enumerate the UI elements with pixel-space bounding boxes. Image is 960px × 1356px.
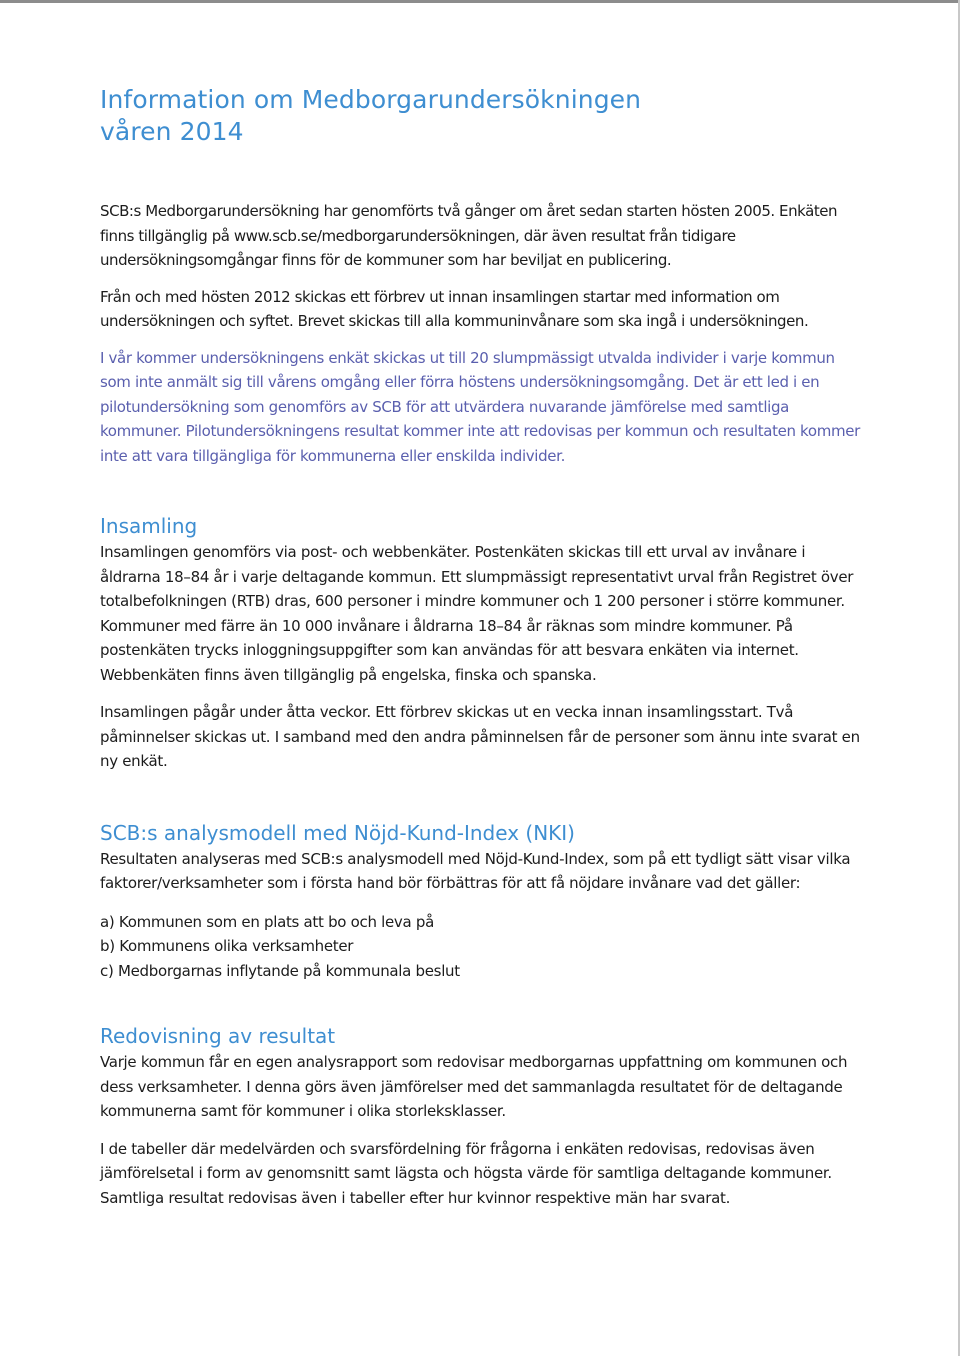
scan-edge-top bbox=[0, 0, 960, 3]
page-title bbox=[100, 84, 860, 148]
intro-block bbox=[100, 199, 860, 334]
nki-factor-list bbox=[100, 910, 860, 984]
page-content bbox=[100, 84, 860, 1210]
intro-paragraph: SCB:s Medborgarundersökning har genomförts två gånger om året sedan starten hösten 2005. Enkäten finns tillgänglig på www.scb.se/medborgarundersökningen, där även resultat från tidigare undersökningsomgångar finns för de kommuner som har beviljat en publicering. bbox=[100, 202, 838, 269]
section-analys bbox=[100, 820, 860, 984]
section-paragraph: I de tabeller där medelvärden och svarsfördelning för frågorna i enkäten redovisas, redovisas även jämförelsetal i form av genomsnitt samt lägsta och högsta värde för samtliga deltagande kommuner. Samtliga resultat redovisas även i tabeller efter hur kvinnor respektive män har svarat. bbox=[100, 1139, 832, 1207]
section-paragraph: Insamlingen pågår under åtta veckor. Ett förbrev skickas ut en vecka innan insamlingsstart. Två påminnelser skickas ut. I samband med den andra påminnelsen får de personer som ännu inte svarat en ny enkät. bbox=[100, 703, 860, 770]
list-item: c) Medborgarnas inflytande på kommunala beslut bbox=[100, 961, 460, 980]
list-item: b) Kommunens olika verksamheter bbox=[100, 937, 354, 955]
section-paragraph: Varje kommun får en egen analysrapport som redovisar medborgarnas uppfattning om kommunen och dess verksamheter. I denna görs även jämförelser med det sammanlagda resultatet för de deltagande kommunerna samt för kommuner i olika storleksklasser. bbox=[100, 1053, 848, 1120]
list-item: a) Kommunen som en plats att bo och leva på bbox=[100, 912, 434, 931]
intro-paragraph: Från och med hösten 2012 skickas ett förbrev ut innan insamlingen startar med information om undersökningen och syftet. Brevet skickas till alla kommuninvånare som ska ingå i undersökningen. bbox=[100, 287, 809, 330]
section-paragraph: Resultaten analyseras med SCB:s analysmodell med Nöjd-Kund-Index, som på ett tydligt sätt visar vilka faktorer/verksamheter som i första hand bör förbättras för att få nöjdare invånare vad det gäller: bbox=[100, 849, 851, 892]
page-title-line-1: Information om Medborgarundersökningen bbox=[100, 85, 642, 114]
pilot-note-paragraph: I vår kommer undersökningens enkät skickas ut till 20 slumpmässigt utvalda individer i varje kommun som inte anmält sig till vårens omgång eller förra höstens undersökningsomgång. Det är ett led i en pilotundersökning som genomförs av SCB för att utvärdera nuvarande jämförelse med samtliga kommuner. Pilotundersökningens resultat kommer inte att redovisas per kommun och resultaten kommer inte att vara tillgängliga för kommunerna eller enskilda individer. bbox=[100, 348, 860, 465]
section-redovisning bbox=[100, 1023, 860, 1210]
section-heading: Insamling bbox=[100, 514, 198, 538]
section-heading: Redovisning av resultat bbox=[100, 1024, 336, 1048]
page-title-line-2: våren 2014 bbox=[100, 117, 244, 146]
section-paragraph: Insamlingen genomförs via post- och webbenkäter. Postenkäten skickas till ett urval av invånare i åldrarna 18–84 år i varje deltagande kommun. Ett slumpmässigt representativt urval från Registret över totalbefolkningen (RTB) dras, 600 personer i mindre kommuner och 1 200 personer i större kommuner. Kommuner med färre än 10 000 invånare i åldrarna 18–84 år räknas som mindre kommuner. På postenkäten trycks inloggningsuppgifter som kan användas för att besvara enkäten via internet. Webbenkäten finns även tillgänglig på engelska, finska och spanska. bbox=[100, 543, 854, 684]
section-heading: SCB:s analysmodell med Nöjd-Kund-Index (NKI) bbox=[100, 820, 575, 845]
section-insamling bbox=[100, 513, 860, 774]
